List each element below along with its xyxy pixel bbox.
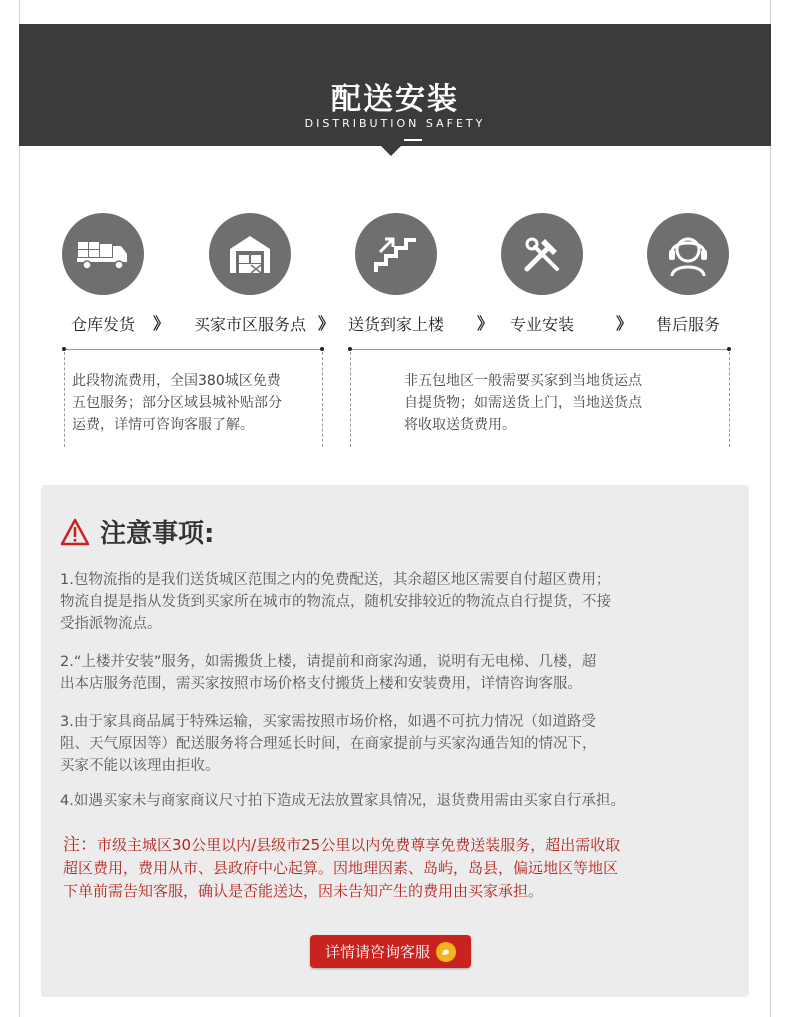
banner-pointer [381, 146, 401, 156]
notice-item-4: 4.如遇买家未与商家商议尺寸拍下造成无法放置家具情况，退货费用需由买家自行承担。 [60, 793, 625, 809]
desc-bracket-left [64, 349, 322, 350]
notice-item-3: 3.由于家具商品属于特殊运输，买家需按照市场价格，如遇不可抗力情况（如道路受 阻、天气原因等）配送服务将合理延长时间，在商家提前与买家沟通告知的情况下， 买家不能以该理由拒收。 [60, 714, 597, 774]
headset-icon [647, 213, 729, 295]
bracket-dot [348, 347, 352, 351]
frame-border-left [19, 0, 20, 1017]
bracket-dash [64, 352, 65, 447]
contact-service-label: 详情请咨询客服 [324, 943, 430, 961]
step-after-sales [613, 213, 763, 335]
notice-item-1: 1.包物流指的是我们送货城区范围之内的免费配送，其余超区地区需要自付超区费用； 物流自提是指从发货到买家所在城市的物流点，随机安排较近的物流点自行提货，不接 受指派物流点。 [60, 572, 611, 632]
notice-item-2: 2.“上楼并安装”服务，如需搬货上楼，请提前和商家沟通，说明有无电梯、几楼，超 出本店服务范围，需买家按照市场价格支付搬货上楼和安装费用，详情咨询客服。 [60, 654, 597, 692]
chat-bubble-icon [436, 942, 456, 962]
bracket-dot [320, 347, 324, 351]
title-divider [404, 139, 422, 141]
step-label: 仓库发货 [70, 315, 135, 334]
stairs-icon [355, 213, 437, 295]
bracket-dash [729, 352, 730, 447]
notice-title: 注意事项: [60, 513, 214, 550]
step-separator: 》 [477, 314, 494, 333]
page-title: 配送安装 [331, 82, 459, 117]
step-home-delivery [321, 213, 471, 335]
contact-service-button[interactable] [310, 935, 471, 968]
step-label: 买家市区服务点 [193, 315, 306, 334]
step-separator: 》 [616, 314, 633, 333]
desc-free-shipping: 此段物流费用，全国380城区免费 五包服务；部分区域县城补贴部分 运费，详情可咨询客服了解。 [72, 373, 282, 433]
step-label: 送货到家上楼 [347, 315, 444, 334]
warning-icon [60, 518, 90, 546]
note-lead: 注： [63, 835, 97, 855]
tools-icon [501, 213, 583, 295]
desc-self-pickup: 非五包地区一般需要买家到当地货运点 自提货物；如需送货上门，当地送货点 将收取送货费用。 [404, 373, 642, 433]
bracket-dot [62, 347, 66, 351]
bracket-dash [322, 352, 323, 447]
notice-note: 注：市级主城区30公里以内/县级市25公里以内免费尊享免费送装服务，超出需收取 超区费用，费用从市、县政府中心起算。因地理因素、岛屿，岛县，偏远地区等地区 下单前需告知客服，确认是否能送达，因未告知产生的费用由买家承担。 [63, 835, 621, 900]
page-subtitle: DISTRIBUTION SAFETY [304, 117, 486, 130]
step-city-service-point [175, 213, 325, 335]
desc-bracket-right [350, 349, 730, 350]
truck-icon [62, 213, 144, 295]
bracket-dash [350, 352, 351, 447]
frame-border-right [770, 0, 771, 1017]
step-separator: 》 [153, 314, 170, 333]
bracket-dot [727, 347, 731, 351]
step-separator: 》 [318, 314, 335, 333]
header-banner [19, 24, 771, 146]
step-label: 专业安装 [509, 315, 574, 334]
step-label: 售后服务 [655, 315, 720, 334]
warehouse-icon [209, 213, 291, 295]
